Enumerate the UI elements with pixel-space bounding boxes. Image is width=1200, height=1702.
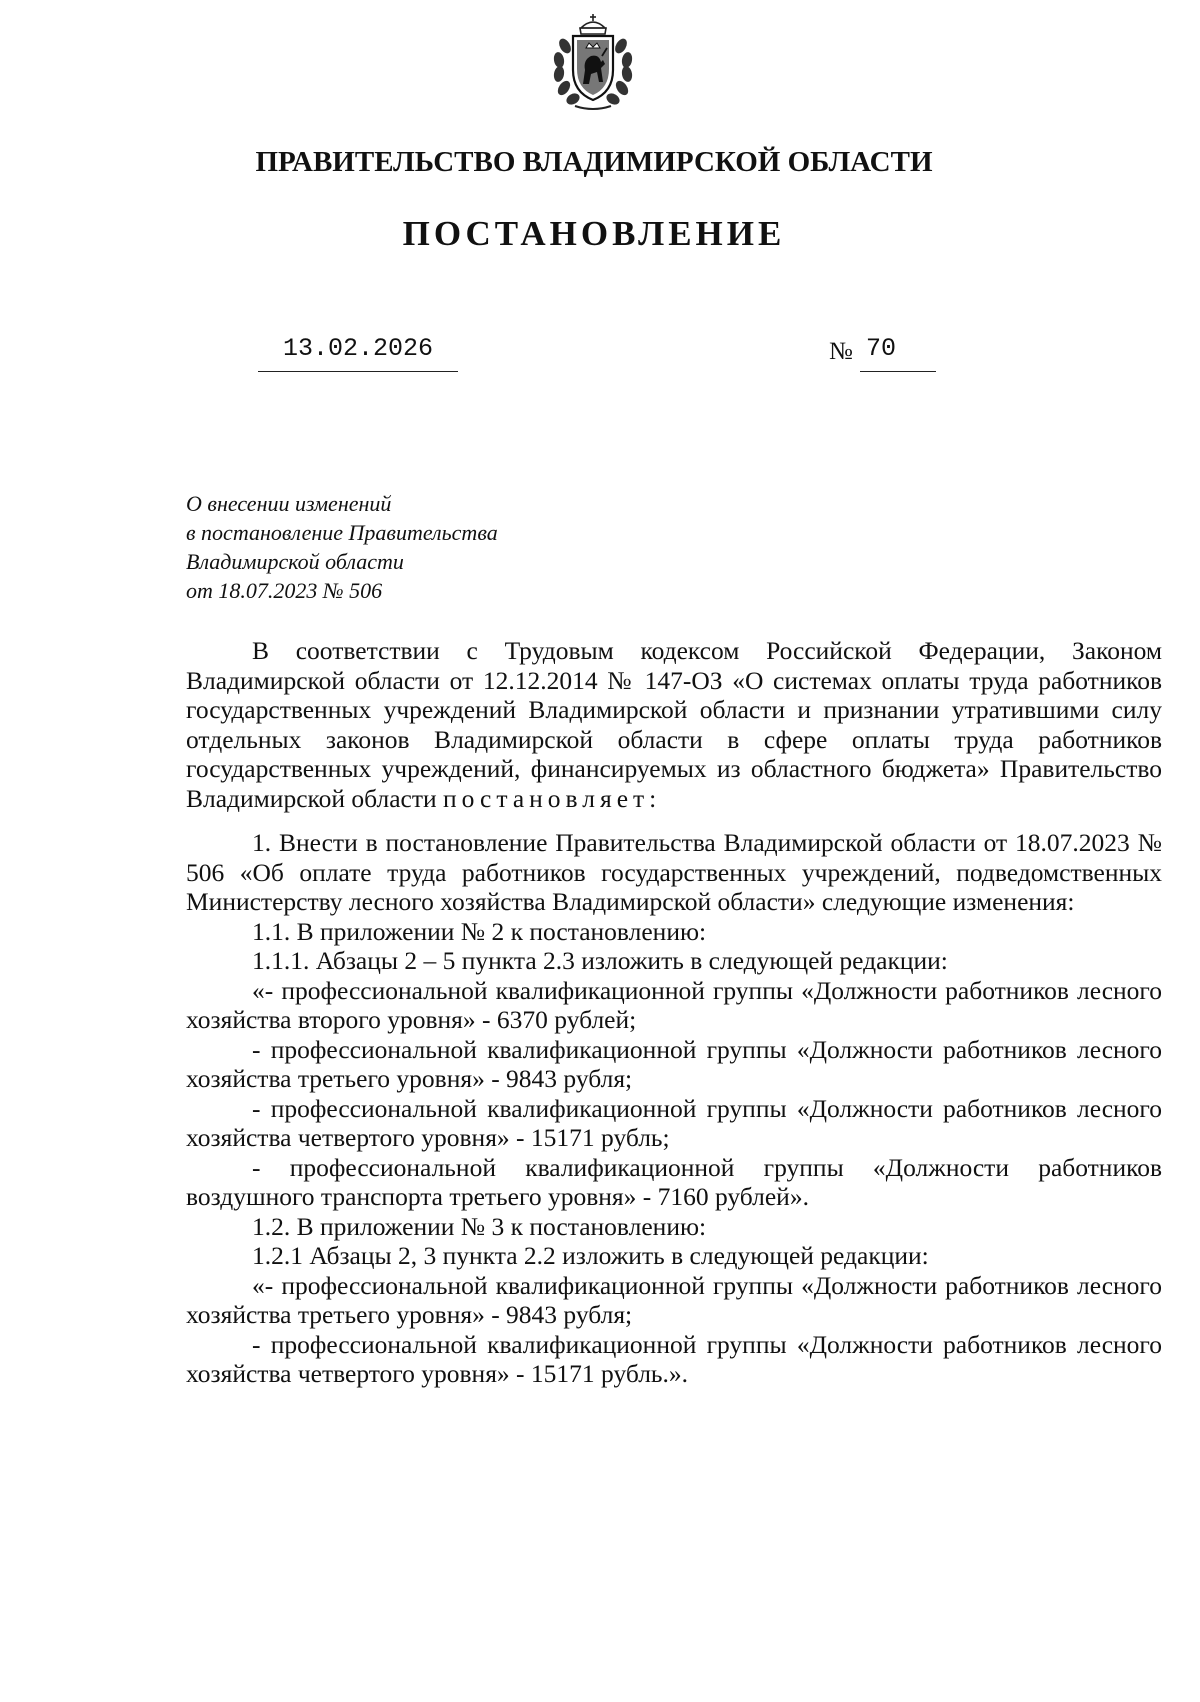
number-sign: № (829, 338, 853, 365)
item-1: 1. Внести в постановление Правительства Владимирской области от 18.07.2023 № 506 «Об оплате труда работников государственных учреждений, подведомственных Министерству лесного хозяйства Владимирской области» следующие изменения: (186, 828, 1162, 916)
resolves-word: постановляет: (443, 783, 662, 813)
date-underline (258, 371, 458, 372)
document-date: 13.02.2026 (282, 334, 434, 363)
document-body (186, 636, 1162, 1389)
item-1-2: 1.2. В приложении № 3 к постановлению: (252, 1211, 707, 1241)
item-1-1-1-paragraph: - профессиональной квалификационной группы «Должности работников воздушного транспорта третьего уровня» - 7160 рублей». (186, 1152, 1162, 1211)
preamble-paragraph (186, 636, 1162, 813)
item-1-2-1-paragraph: - профессиональной квалификационной группы «Должности работников лесного хозяйства четвертого уровня» - 15171 рубль.». (186, 1329, 1162, 1388)
item-1-2-1: 1.2.1 Абзацы 2, 3 пункта 2.2 изложить в следующей редакции: (252, 1241, 929, 1270)
item-1-1-1: 1.1.1. Абзацы 2 – 5 пункта 2.3 изложить в следующей редакции: (252, 946, 948, 975)
preamble-text: В соответствии с Трудовым кодексом Российской Федерации, Законом Владимирской области от 12.12.2014 № 147-ОЗ «О системах оплаты труда работников государственных учреждений Владимирской области и признании утратившими силу отдельных законов Владимирской области в сфере оплаты труда работников государственных учреждений, финансируемых из областного бюджета» Правительство Владимирской области (186, 636, 1162, 813)
document-number: 70 (866, 334, 897, 363)
document-type-title: ПОСТАНОВЛЕНИЕ (402, 214, 786, 253)
item-1-1: 1.1. В приложении № 2 к постановлению: (252, 916, 707, 946)
government-heading: ПРАВИТЕЛЬСТВО ВЛАДИМИРСКОЙ ОБЛАСТИ (255, 146, 933, 178)
number-underline (860, 371, 936, 372)
item-1-1-1-paragraph: - профессиональной квалификационной группы «Должности работников лесного хозяйства четвертого уровня» - 15171 рубль; (186, 1093, 1162, 1152)
item-1-2-1-paragraph: «- профессиональной квалификационной группы «Должности работников лесного хозяйства третьего уровня» - 9843 рубля; (186, 1270, 1162, 1329)
subject-line: от 18.07.2023 № 506 (186, 578, 383, 603)
subject-line: О внесении изменений (186, 491, 392, 516)
coat-of-arms-emblem (547, 12, 639, 112)
item-1-1-1-paragraph: - профессиональной квалификационной группы «Должности работников лесного хозяйства третьего уровня» - 9843 рубля; (186, 1034, 1162, 1093)
subject-line: Владимирской области (186, 549, 404, 574)
document-subject (186, 489, 498, 605)
item-1-1-1-paragraph: «- профессиональной квалификационной группы «Должности работников лесного хозяйства второго уровня» - 6370 рублей; (186, 975, 1162, 1034)
subject-line: в постановление Правительства (186, 520, 498, 545)
